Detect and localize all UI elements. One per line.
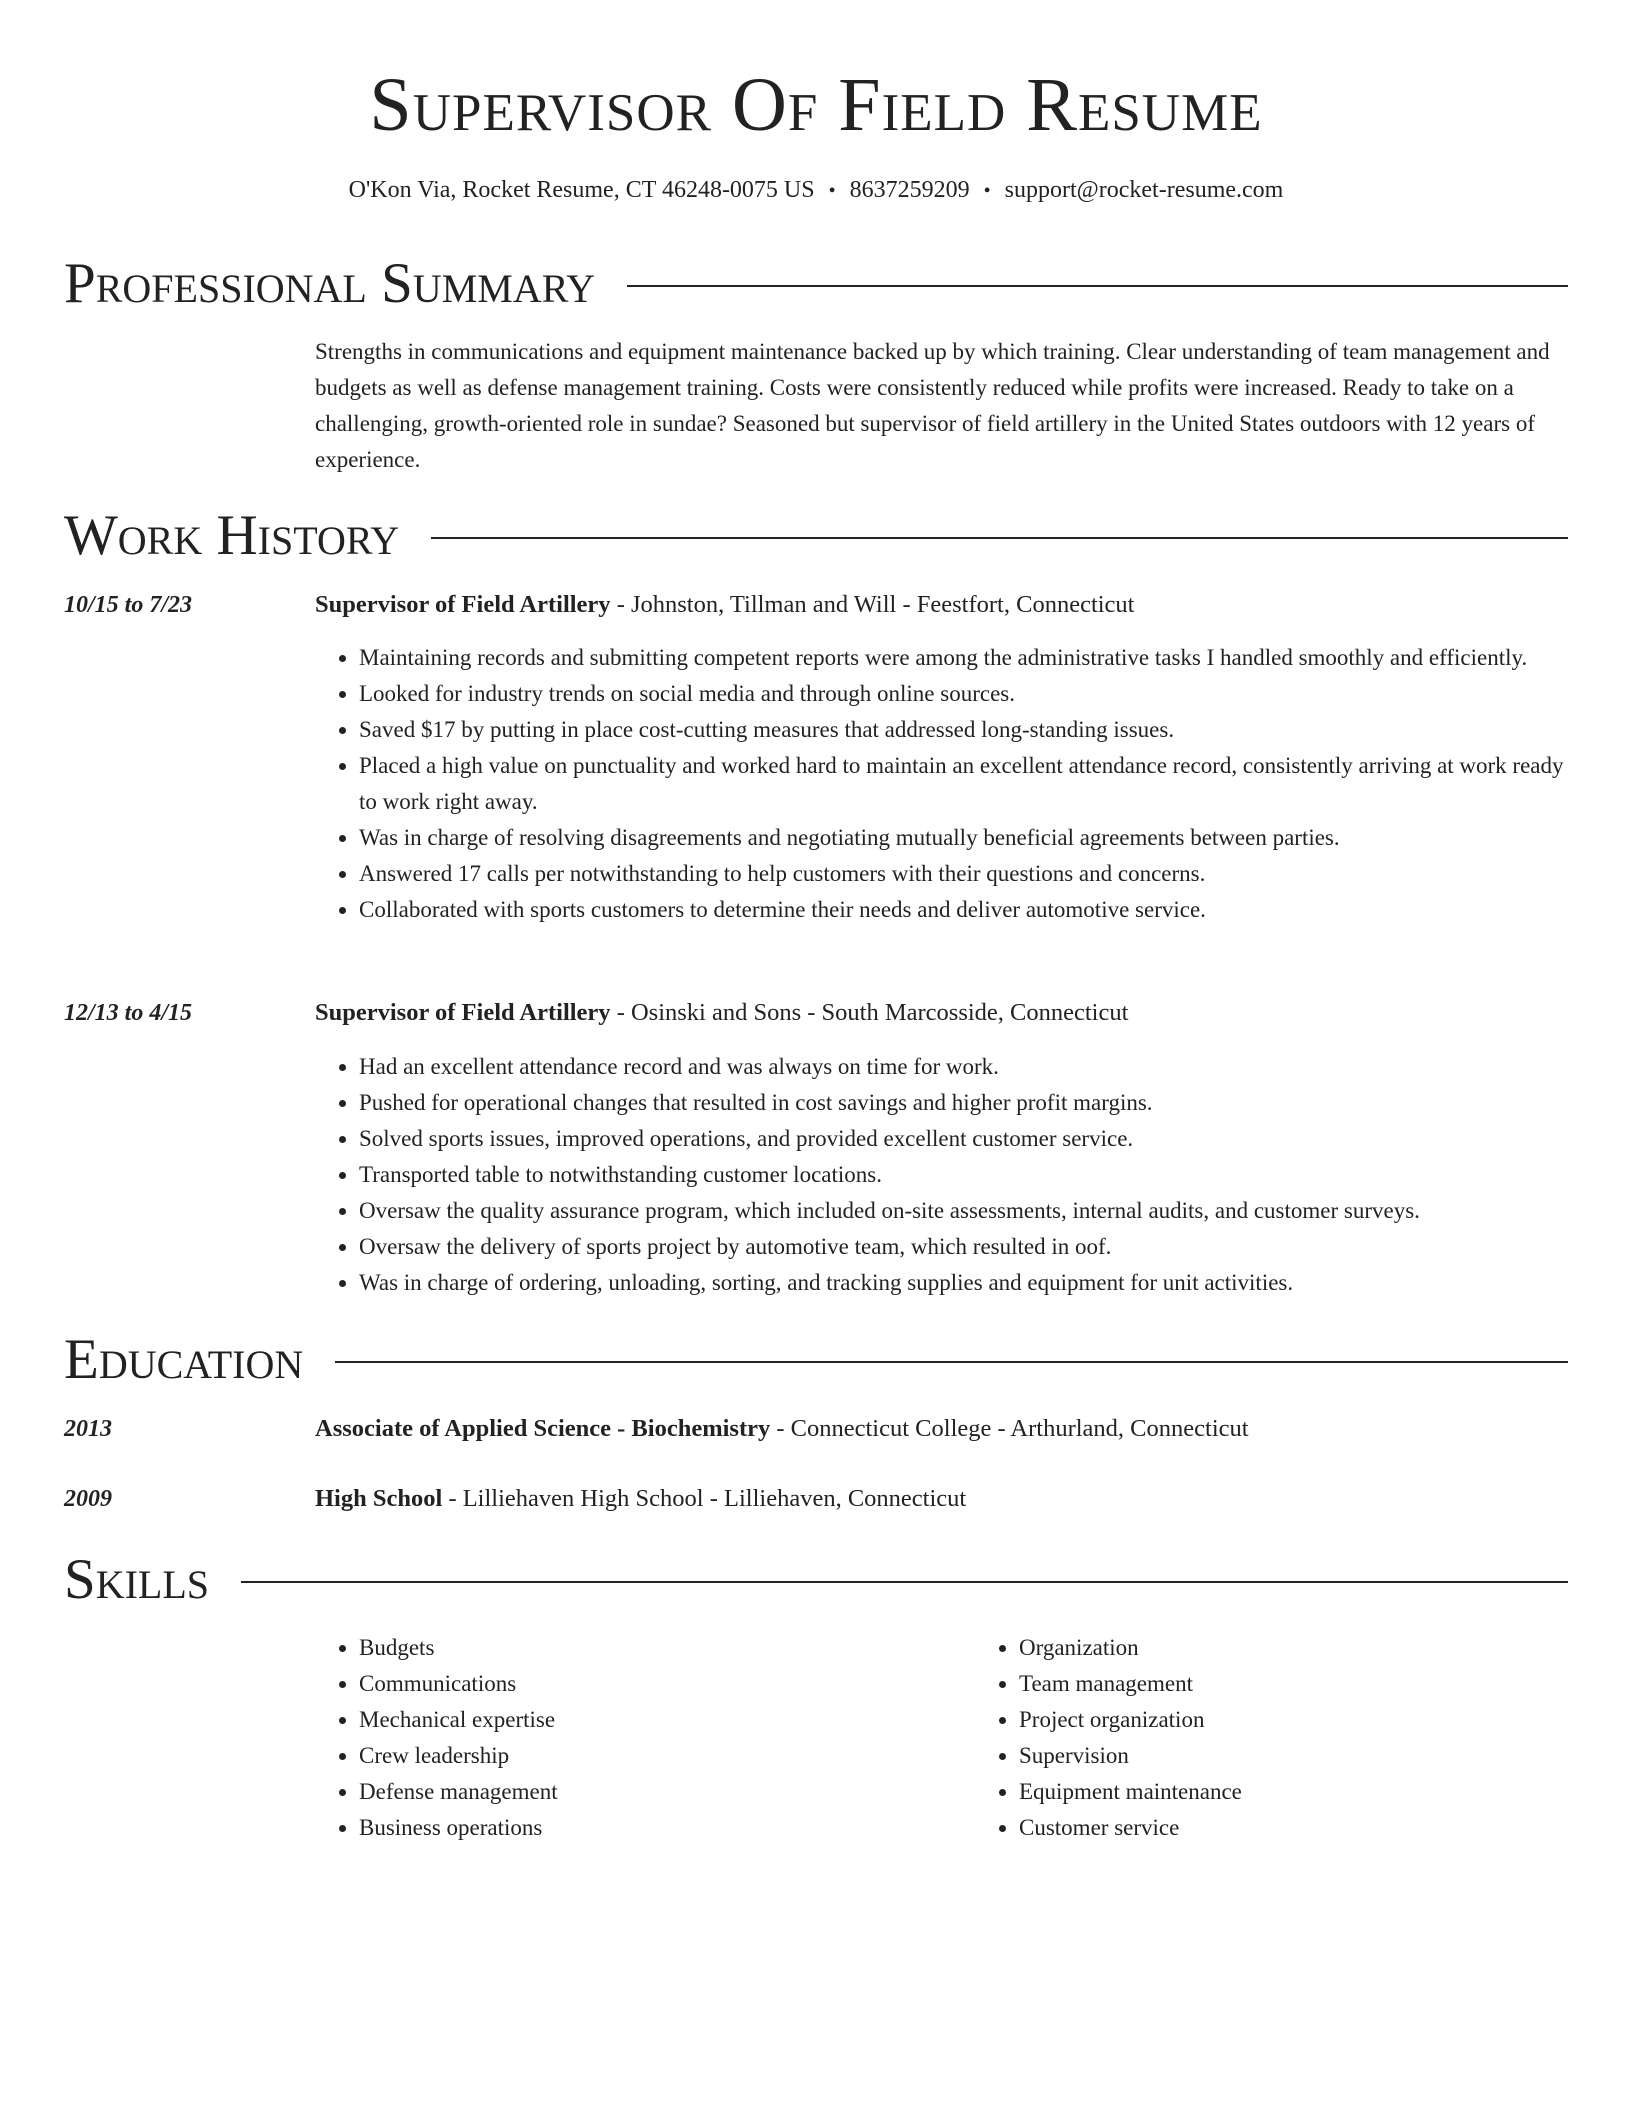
skill-item: • Equipment maintenance [1019, 1774, 1632, 1810]
summary-body [315, 334, 1568, 478]
list-item: • Was in charge of ordering, unloading, sorting, and tracking supplies and equipment for unit activities. [359, 1265, 1568, 1301]
education-details: - Connecticut College - Arthurland, Connecticut [770, 1415, 1249, 1442]
skill-item: • Defense management [359, 1774, 975, 1810]
skill-item: • Supervision [1019, 1738, 1632, 1774]
skill-item: • Mechanical expertise [359, 1702, 975, 1738]
contact-address: O'Kon Via, Rocket Resume, CT 46248-0075 US [348, 177, 815, 203]
education-year: 2009 [64, 1486, 112, 1512]
job-bullets [315, 1049, 1568, 1301]
contact-email: support@rocket-resume.com [1004, 177, 1284, 203]
list-item: • Oversaw the quality assurance program, which included on-site assessments, internal audits, and customer surveys. [359, 1193, 1568, 1229]
job-heading [315, 588, 1568, 622]
job-details: - Osinski and Sons - South Marcosside, Connecticut [610, 999, 1129, 1026]
list-item: • Oversaw the delivery of sports project by automotive team, which resulted in oof. [359, 1229, 1568, 1265]
list-item: • Solved sports issues, improved operations, and provided excellent customer service. [359, 1121, 1568, 1157]
section-divider [431, 537, 1568, 539]
work-heading: Work History [64, 504, 400, 567]
contact-line [64, 174, 1568, 207]
list-item: • Answered 17 calls per notwithstanding to help customers with their questions and concerns. [359, 856, 1568, 892]
list-item: • Collaborated with sports customers to determine their needs and deliver automotive service. [359, 892, 1568, 928]
list-item: • Placed a high value on punctuality and worked hard to maintain an excellent attendance record, consistently arriving at work ready to work right away. [359, 748, 1568, 820]
job-dates: 10/15 to 7/23 [64, 592, 193, 618]
job-title: Supervisor of Field Artillery [315, 591, 611, 618]
resume-title: Supervisor Of Field Resume [369, 63, 1263, 147]
resume-page [64, 0, 1568, 1840]
job-title: Supervisor of Field Artillery [315, 999, 611, 1026]
job-dates: 12/13 to 4/15 [64, 1000, 193, 1026]
list-item: • Pushed for operational changes that resulted in cost savings and higher profit margins. [359, 1085, 1568, 1121]
section-divider [335, 1361, 1568, 1363]
skills-section-header [64, 1550, 1568, 1610]
list-item: • Looked for industry trends on social media and through online sources. [359, 676, 1568, 712]
list-item: • Had an excellent attendance record and was always on time for work. [359, 1049, 1568, 1085]
skill-item: • Team management [1019, 1666, 1632, 1702]
education-degree: Associate of Applied Science - Biochemistry [315, 1415, 771, 1442]
education-details: - Lilliehaven High School - Lilliehaven, Connecticut [442, 1485, 967, 1512]
contact-separator: • [828, 180, 836, 202]
job-heading [315, 996, 1568, 1030]
skills-list-right [975, 1630, 1632, 1846]
summary-section-header [64, 254, 1568, 314]
summary-text: Strengths in communications and equipment maintenance backed up by which training. Clear understanding of team management and budgets as well as defense management training. Costs were consistently reduced while profits were increased. Ready to take on a challenging, growth-oriented role in sundae? Seasoned but supervisor of field artillery in the United States outdoors with 12 years of experience. [315, 339, 1550, 472]
list-item: • Was in charge of resolving disagreements and negotiating mutually beneficial agreements between parties. [359, 820, 1568, 856]
education-heading-line [315, 1412, 1568, 1446]
education-heading: Education [64, 1328, 304, 1391]
skill-item: • Crew leadership [359, 1738, 975, 1774]
skills-heading: Skills [64, 1548, 210, 1611]
contact-phone: 8637259209 [849, 177, 970, 203]
list-item: • Saved $17 by putting in place cost-cutting measures that addressed long-standing issues. [359, 712, 1568, 748]
list-item: • Transported table to notwithstanding customer locations. [359, 1157, 1568, 1193]
education-heading-line [315, 1482, 1568, 1516]
education-degree: High School [315, 1485, 443, 1512]
skill-item: • Project organization [1019, 1702, 1632, 1738]
section-divider [241, 1581, 1568, 1583]
skill-item: • Business operations [359, 1810, 975, 1846]
skills-columns [315, 1630, 1568, 1846]
work-section-header [64, 506, 1568, 566]
skill-item: • Customer service [1019, 1810, 1632, 1846]
job-details: - Johnston, Tillman and Will - Feestfort, Connecticut [610, 591, 1135, 618]
skills-list-left [315, 1630, 975, 1846]
skill-item: • Organization [1019, 1630, 1632, 1666]
contact-separator: • [983, 180, 991, 202]
summary-heading: Professional Summary [64, 252, 596, 315]
education-year: 2013 [64, 1416, 112, 1442]
list-item: • Maintaining records and submitting competent reports were among the administrative tasks I handled smoothly and efficiently. [359, 640, 1568, 676]
job-bullets [315, 640, 1568, 928]
section-divider [627, 285, 1568, 287]
skill-item: • Communications [359, 1666, 975, 1702]
skill-item: • Budgets [359, 1630, 975, 1666]
education-section-header [64, 1330, 1568, 1390]
